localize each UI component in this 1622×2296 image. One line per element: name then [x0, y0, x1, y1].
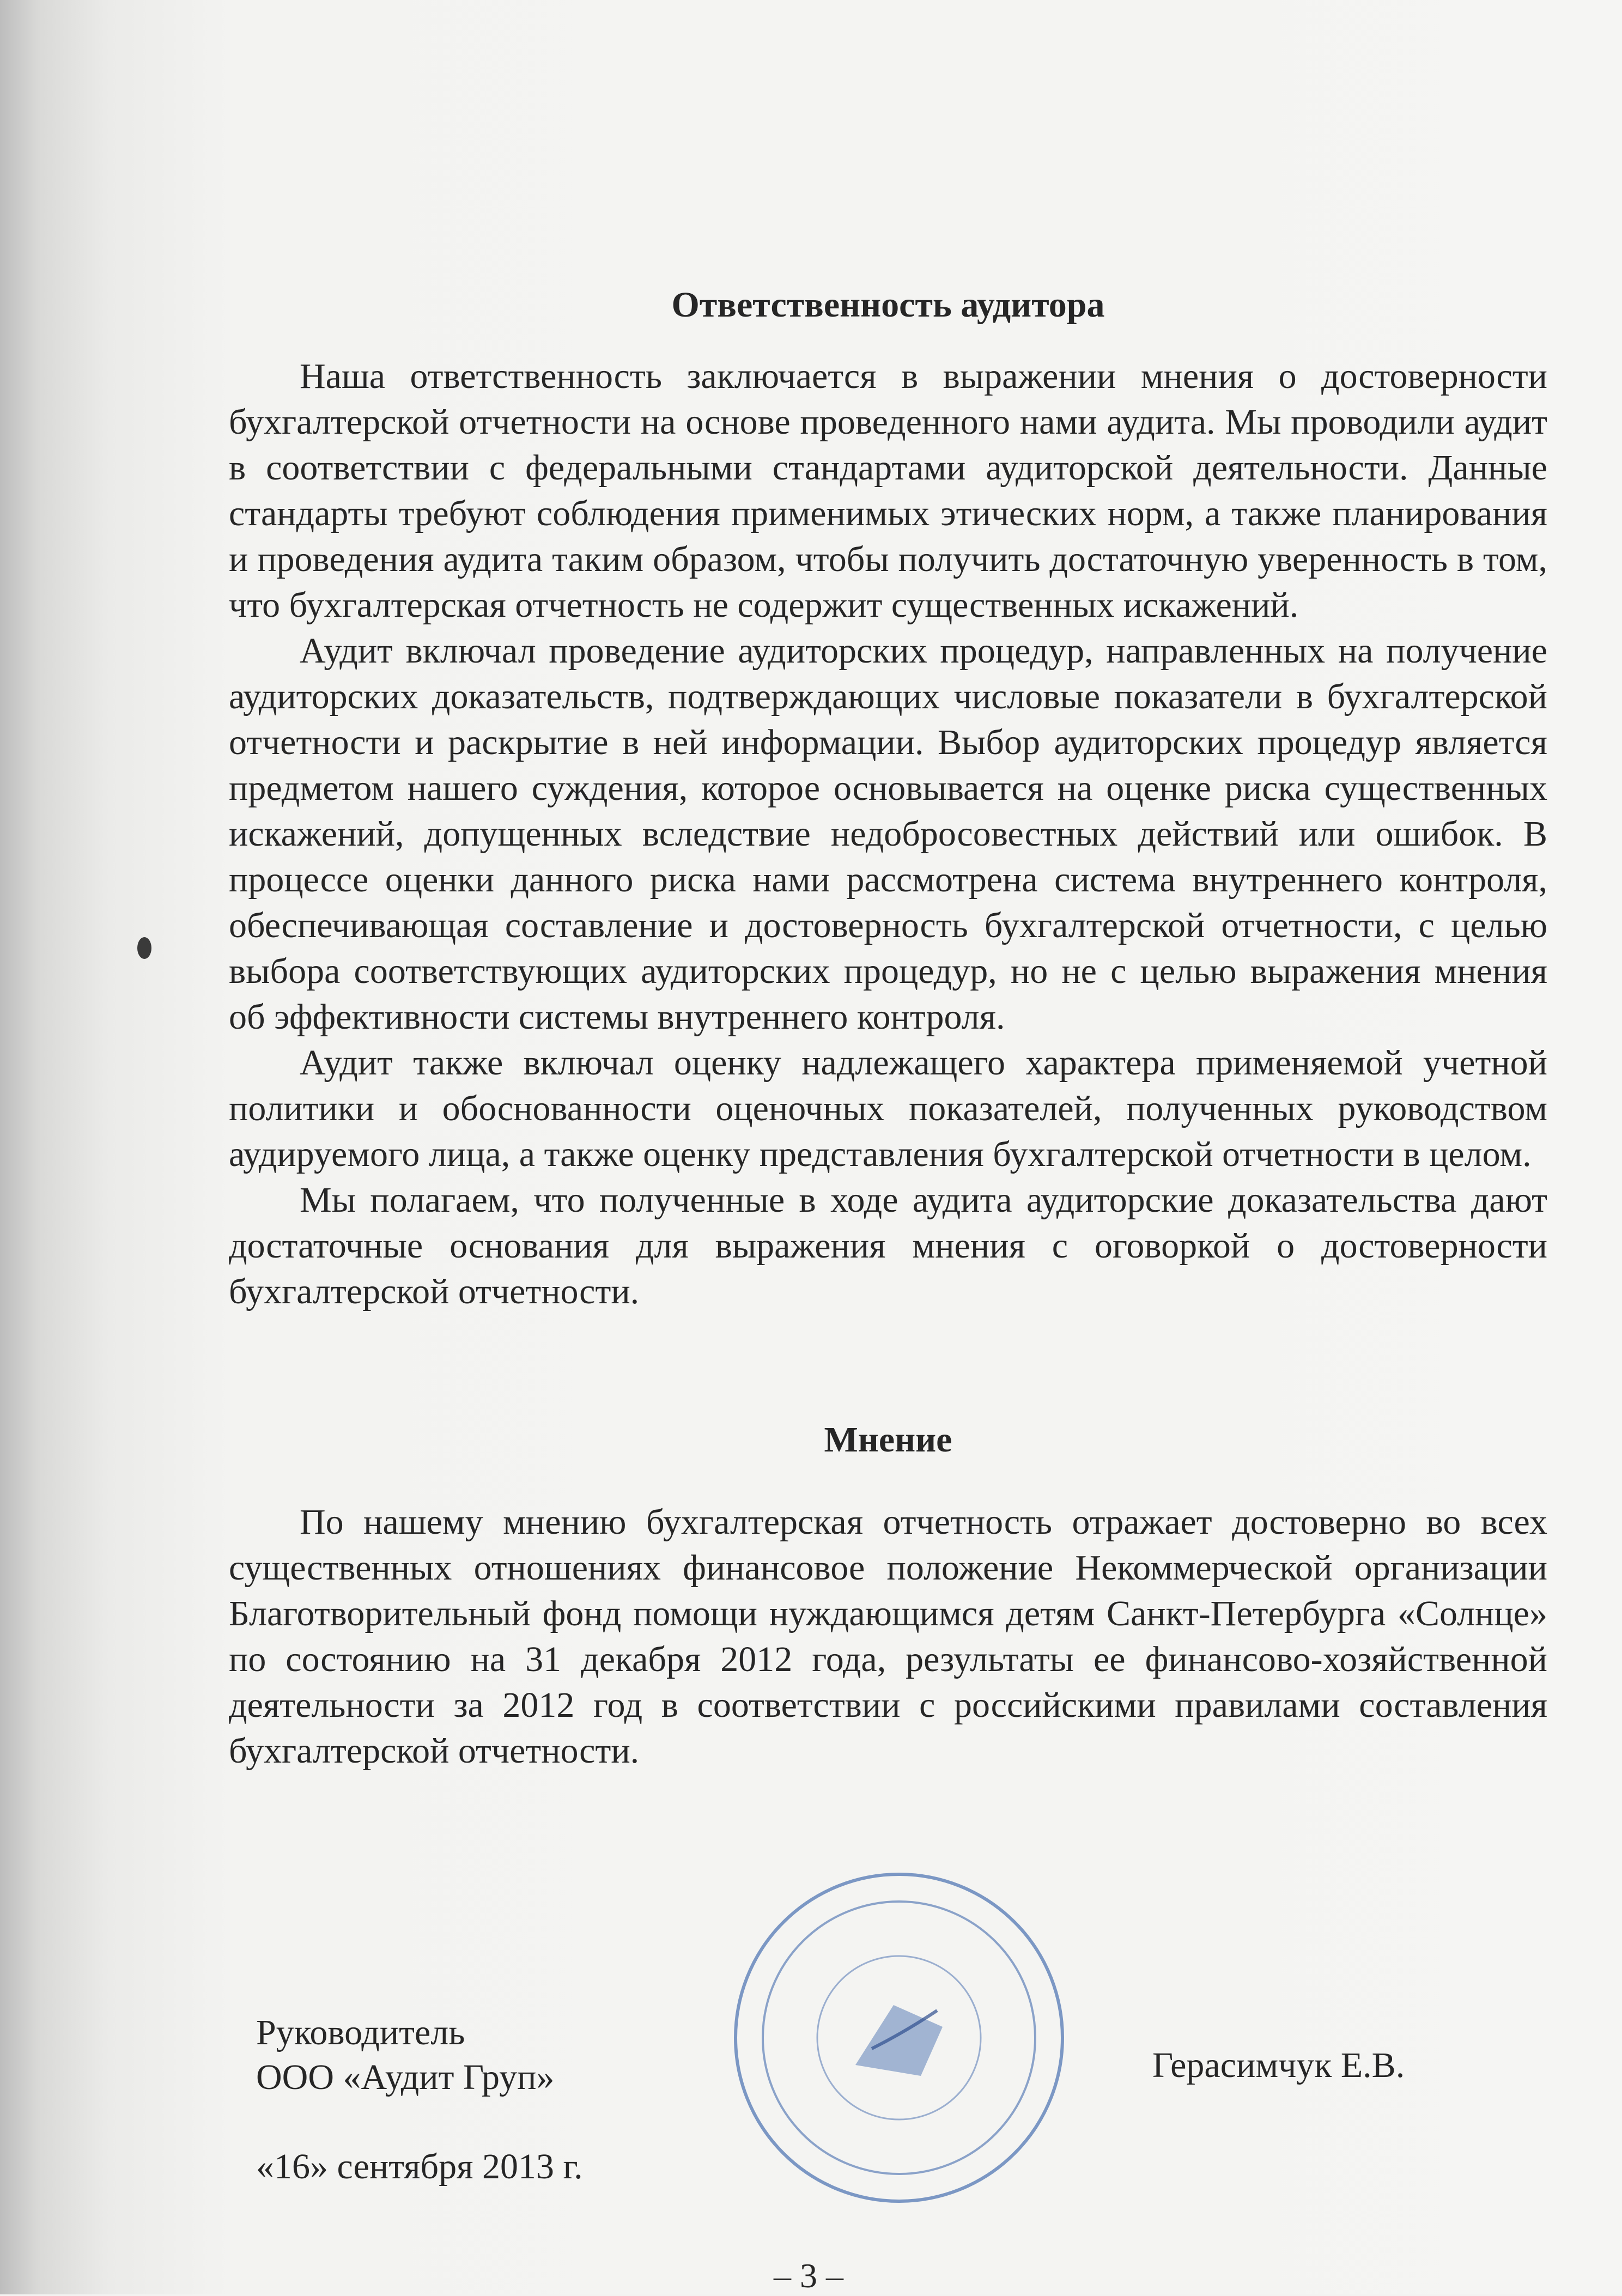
- section-title-opinion: Мнение: [824, 1420, 952, 1460]
- binding-hole: [137, 937, 151, 959]
- company-seal-stamp: [730, 1869, 1068, 2207]
- paragraph: Аудит включал проведение аудиторских процедур, направленных на получение аудиторских доказательств, подтверждающих числовые показатели в бухгалтерской отчетности и раскрытие в ней информации. Выбор аудиторских процедур является предметом нашего суждения, которое основывается на оценке риска существенных искажений, допущенных вследствие недобросовестных действий или ошибок. В процессе оценки данного риска нами рассмотрена система внутреннего контроля, обеспечивающая составление и достоверность бухгалтерской отчетности, с целью выбора соответствующих аудиторских процедур, но не с целью выражения мнения об эффективности системы внутреннего контроля.: [229, 631, 1547, 1037]
- paragraph: Аудит также включал оценку надлежащего характера применяемой учетной политики и обоснованности оценочных показателей, полученных руководством аудируемого лица, а также оценку представления бухгалтерской отчетности в целом.: [229, 1043, 1547, 1175]
- section-title-auditor-responsibility: Ответственность аудитора: [671, 285, 1105, 325]
- signatory-block: [256, 2010, 583, 2189]
- paragraph: Наша ответственность заключается в выражении мнения о достоверности бухгалтерской отчетности на основе проведенного нами аудита. Мы проводили аудит в соответствии с федеральными стандартами аудиторской деятельности. Данные стандарты требуют соблюдения применимых этических норм, а также планирования и проведения аудита таким образом, чтобы получить достаточную уверенность в том, что бухгалтерская отчетность не содержит существенных искажений.: [229, 356, 1547, 625]
- document-body: [229, 283, 1547, 1774]
- signatory-role: Руководитель: [256, 2013, 465, 2052]
- signatory-company: ООО «Аудит Груп»: [256, 2057, 555, 2097]
- signature-date: «16» сентября 2013 г.: [256, 2147, 583, 2186]
- paragraph: Мы полагаем, что полученные в ходе аудита аудиторские доказательства дают достаточные основания для выражения мнения с оговоркой о достоверности бухгалтерской отчетности.: [229, 1180, 1547, 1312]
- paragraph: По нашему мнению бухгалтерская отчетность отражает достоверно во всех существенных отношениях финансовое положение Некоммерческой организации Благотворительный фонд помощи нуждающимся детям Санкт-Петербурга «Солнце» по состоянию на 31 декабря 2012 года, результаты ее финансово-хозяйственной деятельности за 2012 год в соответствии с российскими правилами составления бухгалтерской отчетности.: [229, 1502, 1547, 1771]
- signatory-name: Герасимчук Е.В.: [1152, 2045, 1405, 2085]
- page-number: – 3 –: [774, 2256, 843, 2295]
